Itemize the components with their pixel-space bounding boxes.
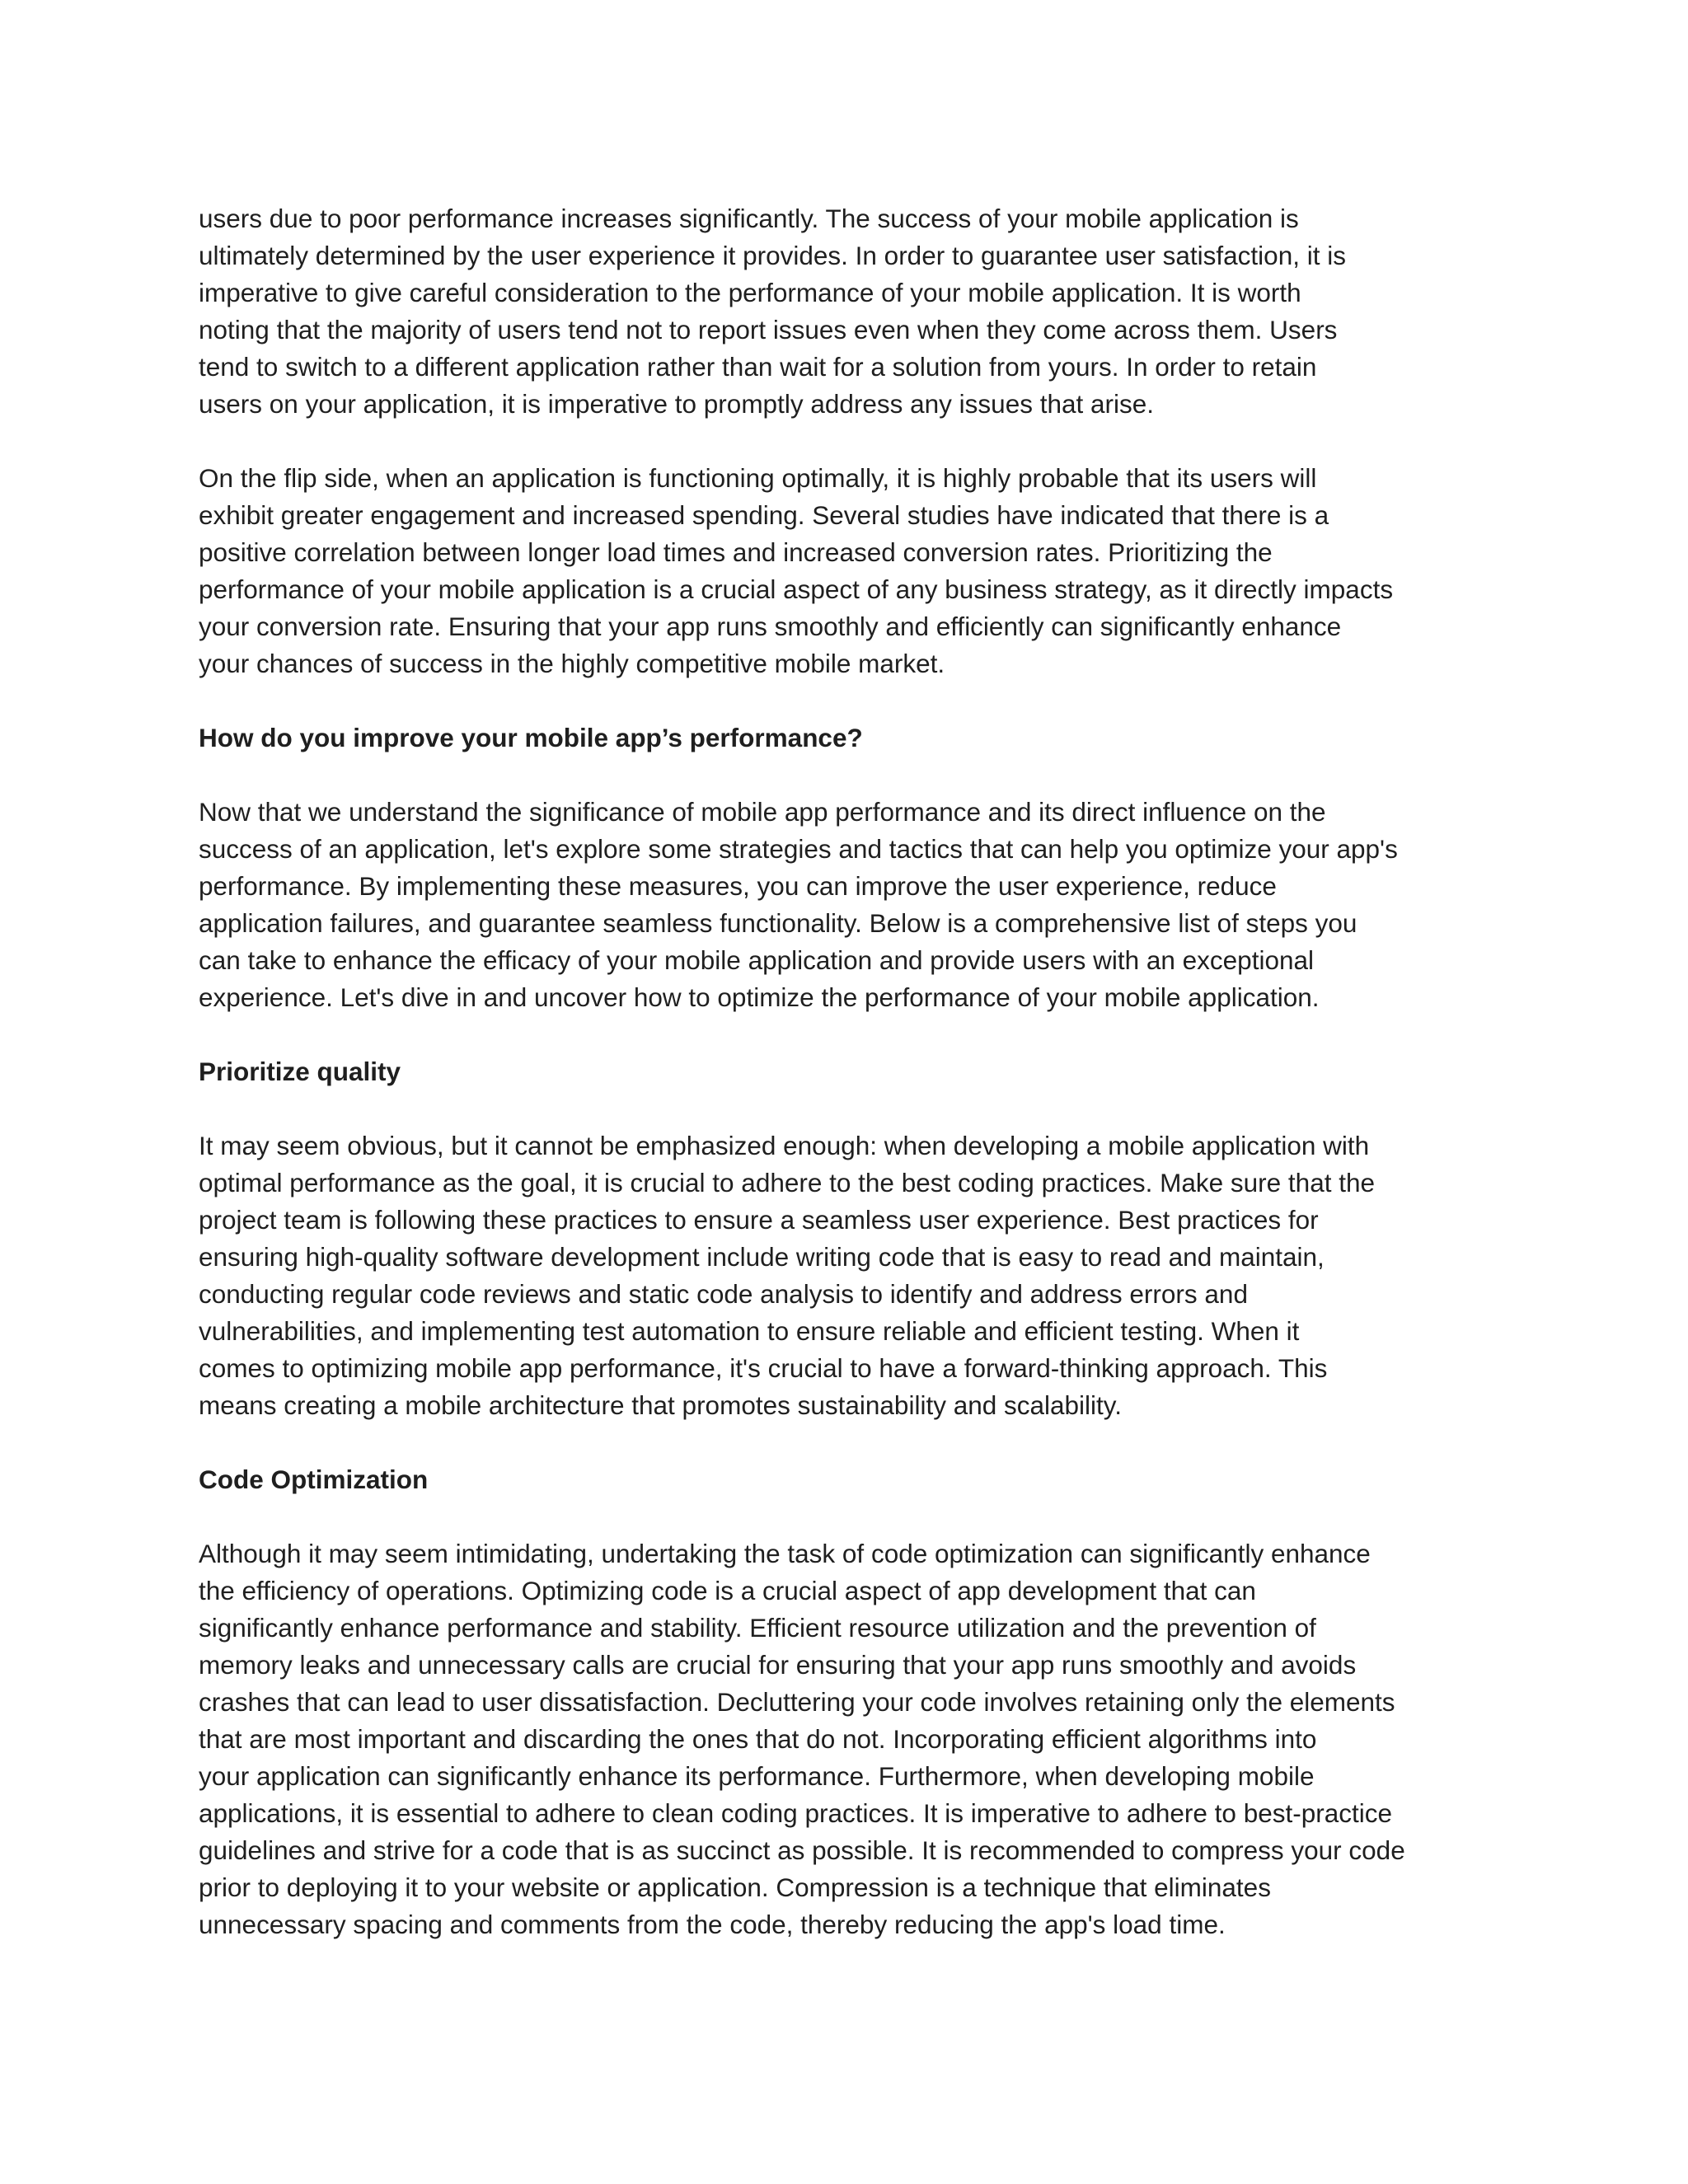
text-line: unnecessary spacing and comments from the code, thereby reducing the app's load time. <box>199 1910 1226 1939</box>
text-line: conducting regular code reviews and static code analysis to identify and address errors and <box>199 1279 1248 1309</box>
text-line: ensuring high-quality software development include writing code that is easy to read and maintain, <box>199 1242 1325 1272</box>
text-line: project team is following these practices to ensure a seamless user experience. Best practices for <box>199 1205 1319 1235</box>
text-line: performance. By implementing these measures, you can improve the user experience, reduce <box>199 871 1277 901</box>
text-line: users on your application, it is imperative to promptly address any issues that arise. <box>199 389 1155 419</box>
paragraph-flip-side <box>199 460 1493 682</box>
document-page <box>199 200 1493 1980</box>
text-line: It may seem obvious, but it cannot be emphasized enough: when developing a mobile application with <box>199 1131 1370 1160</box>
section-heading-prioritize-quality: Prioritize quality <box>199 1057 401 1086</box>
text-line: experience. Let's dive in and uncover how to optimize the performance of your mobile application. <box>199 982 1320 1012</box>
section-heading-code-optimization: Code Optimization <box>199 1465 429 1494</box>
text-line: guidelines and strive for a code that is as succinct as possible. It is recommended to compress your code <box>199 1835 1405 1865</box>
text-line: tend to switch to a different application rather than wait for a solution from yours. In order to retain <box>199 352 1317 382</box>
paragraph-performance-impact <box>199 200 1493 423</box>
text-line: your conversion rate. Ensuring that your app runs smoothly and efficiently can significantly enhance <box>199 612 1342 641</box>
text-line: applications, it is essential to adhere to clean coding practices. It is imperative to adhere to best-practice <box>199 1798 1393 1828</box>
paragraph-quality <box>199 1127 1493 1424</box>
text-line: success of an application, let's explore some strategies and tactics that can help you optimize your app's <box>199 834 1398 864</box>
text-line: users due to poor performance increases significantly. The success of your mobile application is <box>199 204 1299 233</box>
text-line: Although it may seem intimidating, undertaking the task of code optimization can significantly enhance <box>199 1539 1371 1568</box>
text-line: On the flip side, when an application is functioning optimally, it is highly probable that its users will <box>199 463 1317 493</box>
section-heading-improve-performance: How do you improve your mobile app’s performance? <box>199 723 863 752</box>
text-line: significantly enhance performance and stability. Efficient resource utilization and the prevention of <box>199 1613 1316 1643</box>
text-line: that are most important and discarding the ones that do not. Incorporating efficient algorithms into <box>199 1724 1317 1754</box>
text-line: your application can significantly enhance its performance. Furthermore, when developing mobile <box>199 1761 1315 1791</box>
text-line: application failures, and guarantee seamless functionality. Below is a comprehensive list of steps you <box>199 908 1357 938</box>
text-line: prior to deploying it to your website or application. Compression is a technique that eliminates <box>199 1872 1271 1902</box>
text-line: positive correlation between longer load times and increased conversion rates. Prioritizing the <box>199 537 1273 567</box>
text-line: crashes that can lead to user dissatisfaction. Decluttering your code involves retaining only the elements <box>199 1687 1395 1717</box>
paragraph-strategies <box>199 794 1493 1016</box>
text-line: ultimately determined by the user experience it provides. In order to guarantee user satisfaction, it is <box>199 241 1346 270</box>
text-line: optimal performance as the goal, it is crucial to adhere to the best coding practices. Make sure that the <box>199 1168 1376 1197</box>
text-line: Now that we understand the significance of mobile app performance and its direct influence on the <box>199 797 1326 827</box>
text-line: your chances of success in the highly competitive mobile market. <box>199 649 945 678</box>
text-line: comes to optimizing mobile app performance, it's crucial to have a forward-thinking approach. This <box>199 1353 1328 1383</box>
text-line: imperative to give careful consideration to the performance of your mobile application. It is worth <box>199 278 1301 307</box>
text-line: the efficiency of operations. Optimizing code is a crucial aspect of app development that can <box>199 1576 1256 1605</box>
text-line: means creating a mobile architecture that promotes sustainability and scalability. <box>199 1390 1122 1420</box>
text-line: performance of your mobile application is a crucial aspect of any business strategy, as it directly impacts <box>199 574 1394 604</box>
text-line: noting that the majority of users tend not to report issues even when they come across them. Users <box>199 315 1338 344</box>
text-line: vulnerabilities, and implementing test automation to ensure reliable and efficient testing. When it <box>199 1316 1300 1346</box>
text-line: can take to enhance the efficacy of your mobile application and provide users with an exceptional <box>199 945 1315 975</box>
paragraph-code-optimization <box>199 1535 1493 1943</box>
text-line: memory leaks and unnecessary calls are crucial for ensuring that your app runs smoothly and avoids <box>199 1650 1357 1680</box>
text-line: exhibit greater engagement and increased spending. Several studies have indicated that there is a <box>199 500 1329 530</box>
